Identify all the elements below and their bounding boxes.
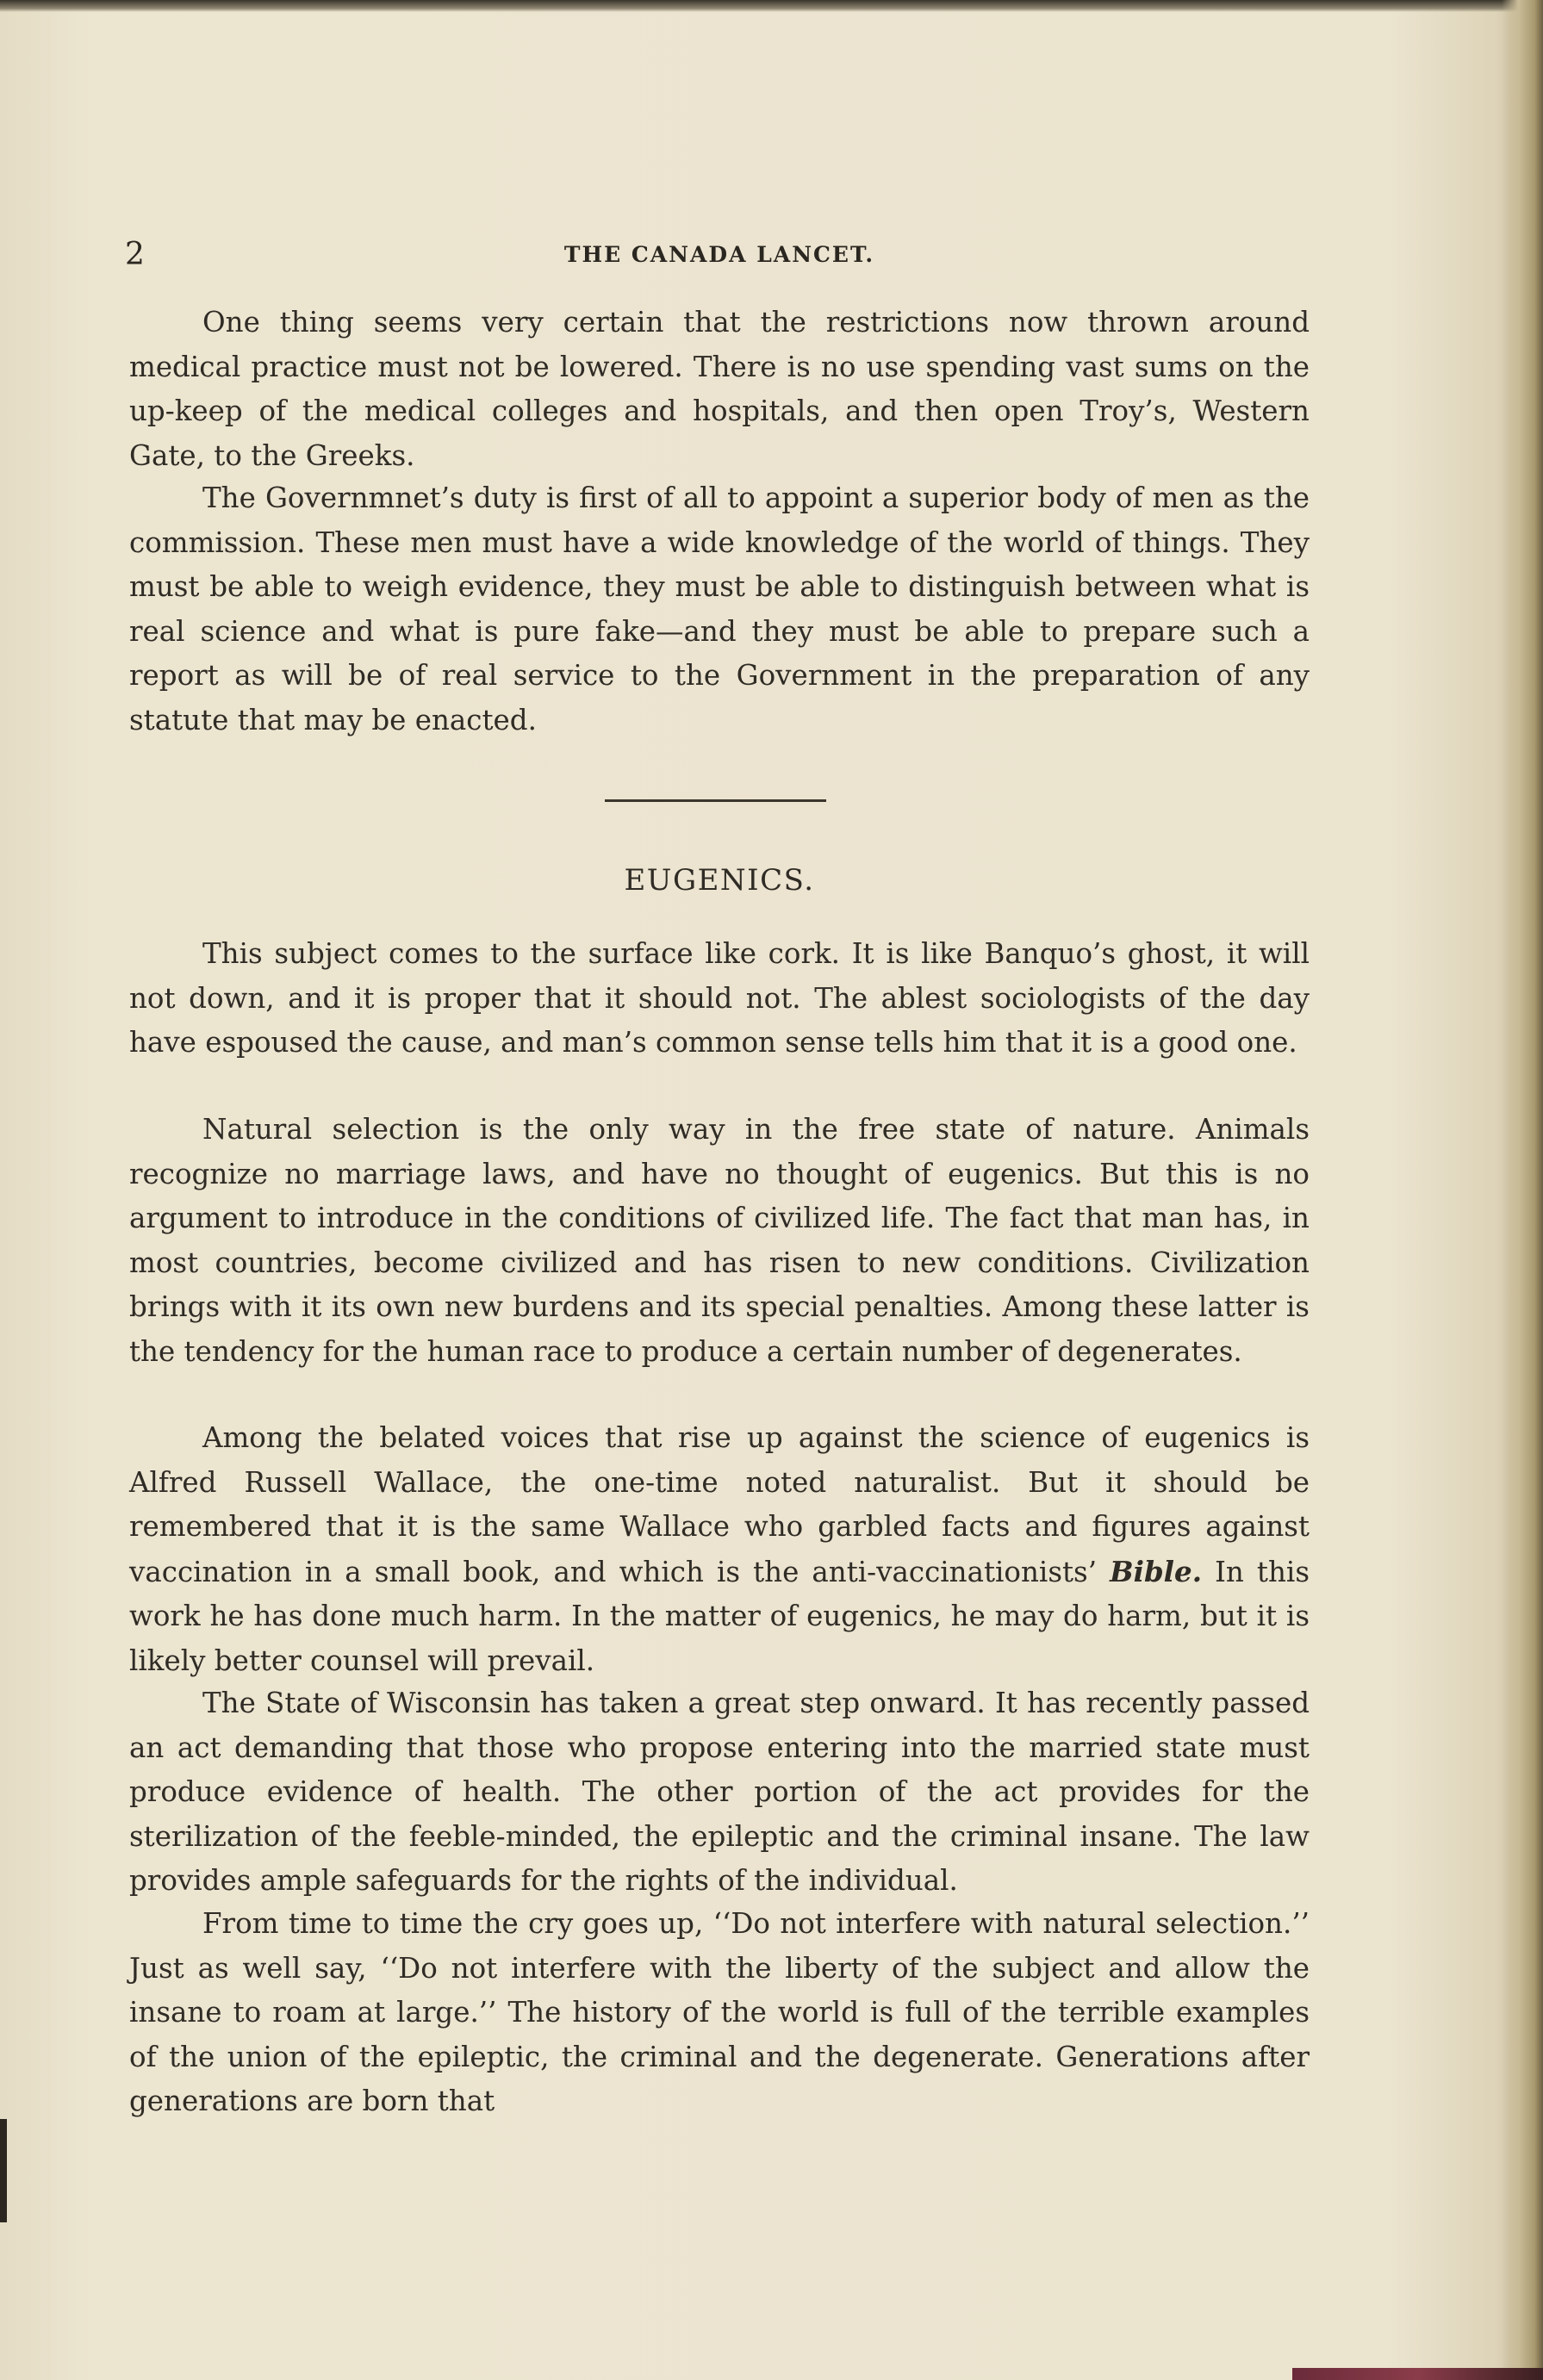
eugenics-paragraph-5: From time to time the cry goes up, ‘‘Do not interfere with natural selection.’’ Just as well say, ‘‘Do not interfere with the liberty of the subject and allow the insane to roam at large.’’ The history of the world is full of the terrible examples of the union of the epileptic, the criminal and the degenerate. Generations after generations are born that	[129, 1907, 1310, 2117]
running-head: THE CANADA LANCET.	[563, 242, 875, 267]
binding-edge	[1502, 0, 1543, 2380]
eugenics-paragraph-1: This subject comes to the surface like cork. It is like Banquo’s ghost, it will not down, and it is proper that it should not. The ablest sociologists of the day have espoused the cause, and man’s common sense tells him that it is a good one.	[129, 937, 1310, 1059]
paragraph-3-text-b: In this work he has done much harm. In the matter of eugenics, he may do harm, but it is likely better counsel will prevail.	[129, 1555, 1310, 1677]
page-top-edge	[0, 0, 1543, 12]
intro-paragraph-1: One thing seems very certain that the restrictions now thrown around medical practice must not be lowered. There is no use spending vast sums on the up-keep of the medical colleges and hospitals, and then open Troy’s, Western Gate, to the Greeks.	[129, 306, 1310, 472]
left-edge-mark	[0, 2119, 7, 2222]
eugenics-paragraph-4: The State of Wisconsin has taken a great step onward. It has recently passed an act demanding that those who propose entering into the married state must produce evidence of health. The other portion of the act provides for the sterilization of the feeble-minded, the epileptic and the criminal insane. The law provides ample safeguards for the rights of the individual.	[129, 1687, 1310, 1897]
intro-paragraph-2: The Governmnet’s duty is first of all to appoint a superior body of men as the commission. These men must have a wide knowledge of the world of things. They must be able to weigh evidence, they must be able to distinguish between what is real science and what is pure fake—and they must be able to prepare such a report as will be of real service to the Government in the preparation of any statute that may be enacted.	[129, 482, 1310, 736]
page-number: 2	[125, 237, 145, 272]
paragraph-3-text-a: Among the belated voices that rise up against the science of eugenics is Alfred Russell Wallace, the one-time noted naturalist. But it should be remembered that it is the same Wallace who garbled facts and figures against vaccination in a small book, and which is the anti-vaccinationists’	[129, 1421, 1310, 1588]
bottom-cover-strip	[1292, 2368, 1543, 2380]
section-title: EUGENICS.	[624, 863, 815, 898]
eugenics-paragraph-2: Natural selection is the only way in the free state of nature. Animals recognize no marriage laws, and have no thought of eugenics. But this is no argument to introduce in the conditions of civilized life. The fact that man has, in most countries, become civilized and has risen to new conditions. Civilization brings with it its own new burdens and its special penalties. Among these latter is the tendency for the human race to produce a certain number of degenerates.	[129, 1113, 1310, 1368]
eugenics-paragraph-3	[129, 1416, 1310, 1683]
page-header	[125, 237, 1314, 280]
section-divider	[605, 799, 826, 802]
bible-title: Bible.	[1110, 1554, 1203, 1588]
